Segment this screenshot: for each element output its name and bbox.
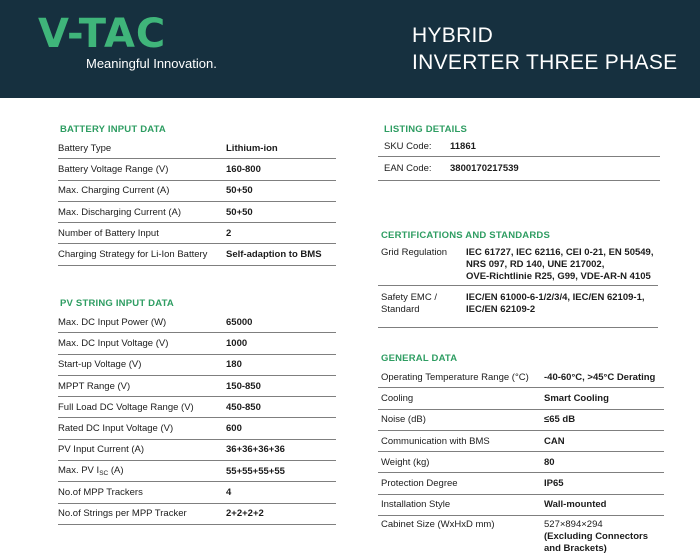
table-row xyxy=(58,244,336,265)
row-value: 50+50 xyxy=(226,185,253,197)
row-value: 160-800 xyxy=(226,163,261,175)
table-row xyxy=(58,418,336,439)
table-row xyxy=(58,312,336,333)
row-value: IP65 xyxy=(544,478,564,490)
row-label: Grid Regulation xyxy=(381,247,448,258)
row-label: Cabinet Size (WxHxD mm) xyxy=(381,519,495,531)
row-label-line: Standard xyxy=(381,304,420,315)
row-value: 150-850 xyxy=(226,380,261,392)
listing-details-title: LISTING DETAILS xyxy=(384,124,468,135)
row-value: -40-60°C, >45°C Derating xyxy=(544,371,656,383)
row-label: Protection Degree xyxy=(381,478,458,490)
table-row xyxy=(58,223,336,244)
certifications-title: CERTIFICATIONS AND STANDARDS xyxy=(381,230,551,241)
row-value: Wall-mounted xyxy=(544,499,607,511)
listing-details-table xyxy=(378,136,660,181)
page-header xyxy=(0,0,700,98)
table-row xyxy=(378,286,658,328)
table-row xyxy=(378,431,664,452)
row-value: 4 xyxy=(226,487,232,499)
row-value: Self-adaption to BMS xyxy=(226,249,322,261)
row-value-line: (Excluding Connectors xyxy=(544,531,648,543)
row-value-line: OVE-Richtlinie R25, G99, VDE-AR-N 4105 xyxy=(466,271,651,282)
row-label xyxy=(378,292,466,316)
row-label: Max. DC Input Power (W) xyxy=(58,316,167,328)
row-label: Cooling xyxy=(381,392,414,404)
row-label: Max. Discharging Current (A) xyxy=(58,206,182,218)
row-value: 450-850 xyxy=(226,401,261,413)
row-value: 3800170217539 xyxy=(450,163,519,175)
row-label: No.of MPP Trackers xyxy=(58,487,143,499)
row-value-line: IEC/EN 61000-6-1/2/3/4, IEC/EN 62109-1, xyxy=(466,292,645,303)
row-value xyxy=(466,247,653,283)
row-label: Installation Style xyxy=(381,499,451,511)
table-row xyxy=(58,504,336,525)
table-row xyxy=(58,376,336,397)
row-label: Weight (kg) xyxy=(381,456,430,468)
row-label xyxy=(58,465,226,477)
row-label: Full Load DC Voltage Range (V) xyxy=(58,401,194,413)
row-value-line: and Brackets) xyxy=(544,543,607,555)
row-value: 65000 xyxy=(226,316,253,328)
pv-string-input-title: PV STRING INPUT DATA xyxy=(60,298,174,309)
row-label: Max. DC Input Voltage (V) xyxy=(58,337,169,349)
row-label: Start-up Voltage (V) xyxy=(58,359,142,371)
row-label: Battery Voltage Range (V) xyxy=(58,163,169,175)
row-value: 180 xyxy=(226,359,242,371)
pv-string-input-table xyxy=(58,312,336,525)
table-row xyxy=(378,157,660,181)
row-label: Max. Charging Current (A) xyxy=(58,185,170,197)
certifications-table xyxy=(378,244,658,328)
row-label: Communication with BMS xyxy=(381,435,490,447)
row-label: EAN Code: xyxy=(384,163,432,175)
table-row xyxy=(378,473,664,494)
row-value: ≤65 dB xyxy=(544,414,576,426)
table-row xyxy=(58,202,336,223)
table-row xyxy=(58,181,336,202)
row-value xyxy=(544,519,648,555)
row-value: Lithium-ion xyxy=(226,142,278,154)
row-value-line: IEC/EN 62109-2 xyxy=(466,304,536,315)
row-value: Smart Cooling xyxy=(544,392,609,404)
brand-logo: V-TAC xyxy=(38,11,167,57)
row-label-tail: (A) xyxy=(108,465,124,477)
general-data-table xyxy=(378,367,664,558)
row-label-subscript: SC xyxy=(99,470,109,478)
table-row xyxy=(378,244,658,286)
row-label: Operating Temperature Range (°C) xyxy=(381,371,529,383)
row-label-main: Max. PV I xyxy=(58,465,100,477)
row-value: 2+2+2+2 xyxy=(226,508,264,520)
row-value: 55+55+55+55 xyxy=(226,465,285,477)
row-value: 11861 xyxy=(450,140,476,152)
table-row xyxy=(378,388,664,409)
row-label: Rated DC Input Voltage (V) xyxy=(58,423,174,435)
row-value: 80 xyxy=(544,456,555,468)
row-value-line: NRS 097, RD 140, UNE 217002, xyxy=(466,259,605,270)
row-label: MPPT Range (V) xyxy=(58,380,131,392)
row-value: 2 xyxy=(226,227,232,239)
row-value: 1000 xyxy=(226,337,248,349)
row-label: Noise (dB) xyxy=(381,414,426,426)
table-row xyxy=(58,397,336,418)
brand-tagline: Meaningful Innovation. xyxy=(86,56,217,71)
battery-input-title: BATTERY INPUT DATA xyxy=(60,124,166,135)
row-value: 36+36+36+36 xyxy=(226,444,285,456)
table-row xyxy=(58,333,336,354)
row-value-line: IEC 61727, IEC 62116, CEI 0-21, EN 50549, xyxy=(466,247,654,258)
table-row xyxy=(58,159,336,180)
row-value-line: 527×894×294 xyxy=(544,519,603,531)
table-row xyxy=(378,367,664,388)
table-row xyxy=(378,410,664,431)
table-row xyxy=(378,136,660,157)
table-row xyxy=(378,516,664,558)
battery-input-table xyxy=(58,138,336,266)
product-title-line2: INVERTER THREE PHASE xyxy=(412,51,678,74)
row-label: No.of Strings per MPP Tracker xyxy=(58,508,187,520)
table-row xyxy=(378,495,664,516)
row-label: SKU Code: xyxy=(384,140,432,152)
table-row xyxy=(58,461,336,482)
table-row xyxy=(58,138,336,159)
row-label: Charging Strategy for Li-Ion Battery xyxy=(58,249,208,261)
row-value: 50+50 xyxy=(226,206,253,218)
row-value: 600 xyxy=(226,423,242,435)
table-row xyxy=(58,440,336,461)
table-row xyxy=(58,482,336,503)
row-label: Number of Battery Input xyxy=(58,227,159,239)
product-title xyxy=(412,22,677,76)
row-value: CAN xyxy=(544,435,565,447)
row-label: Battery Type xyxy=(58,142,112,154)
row-label: PV Input Current (A) xyxy=(58,444,145,456)
table-row xyxy=(58,355,336,376)
product-title-line1: HYBRID xyxy=(412,24,494,47)
general-data-title: GENERAL DATA xyxy=(381,353,458,364)
row-label-line: Safety EMC / xyxy=(381,292,437,303)
row-value xyxy=(466,292,645,316)
table-row xyxy=(378,452,664,473)
